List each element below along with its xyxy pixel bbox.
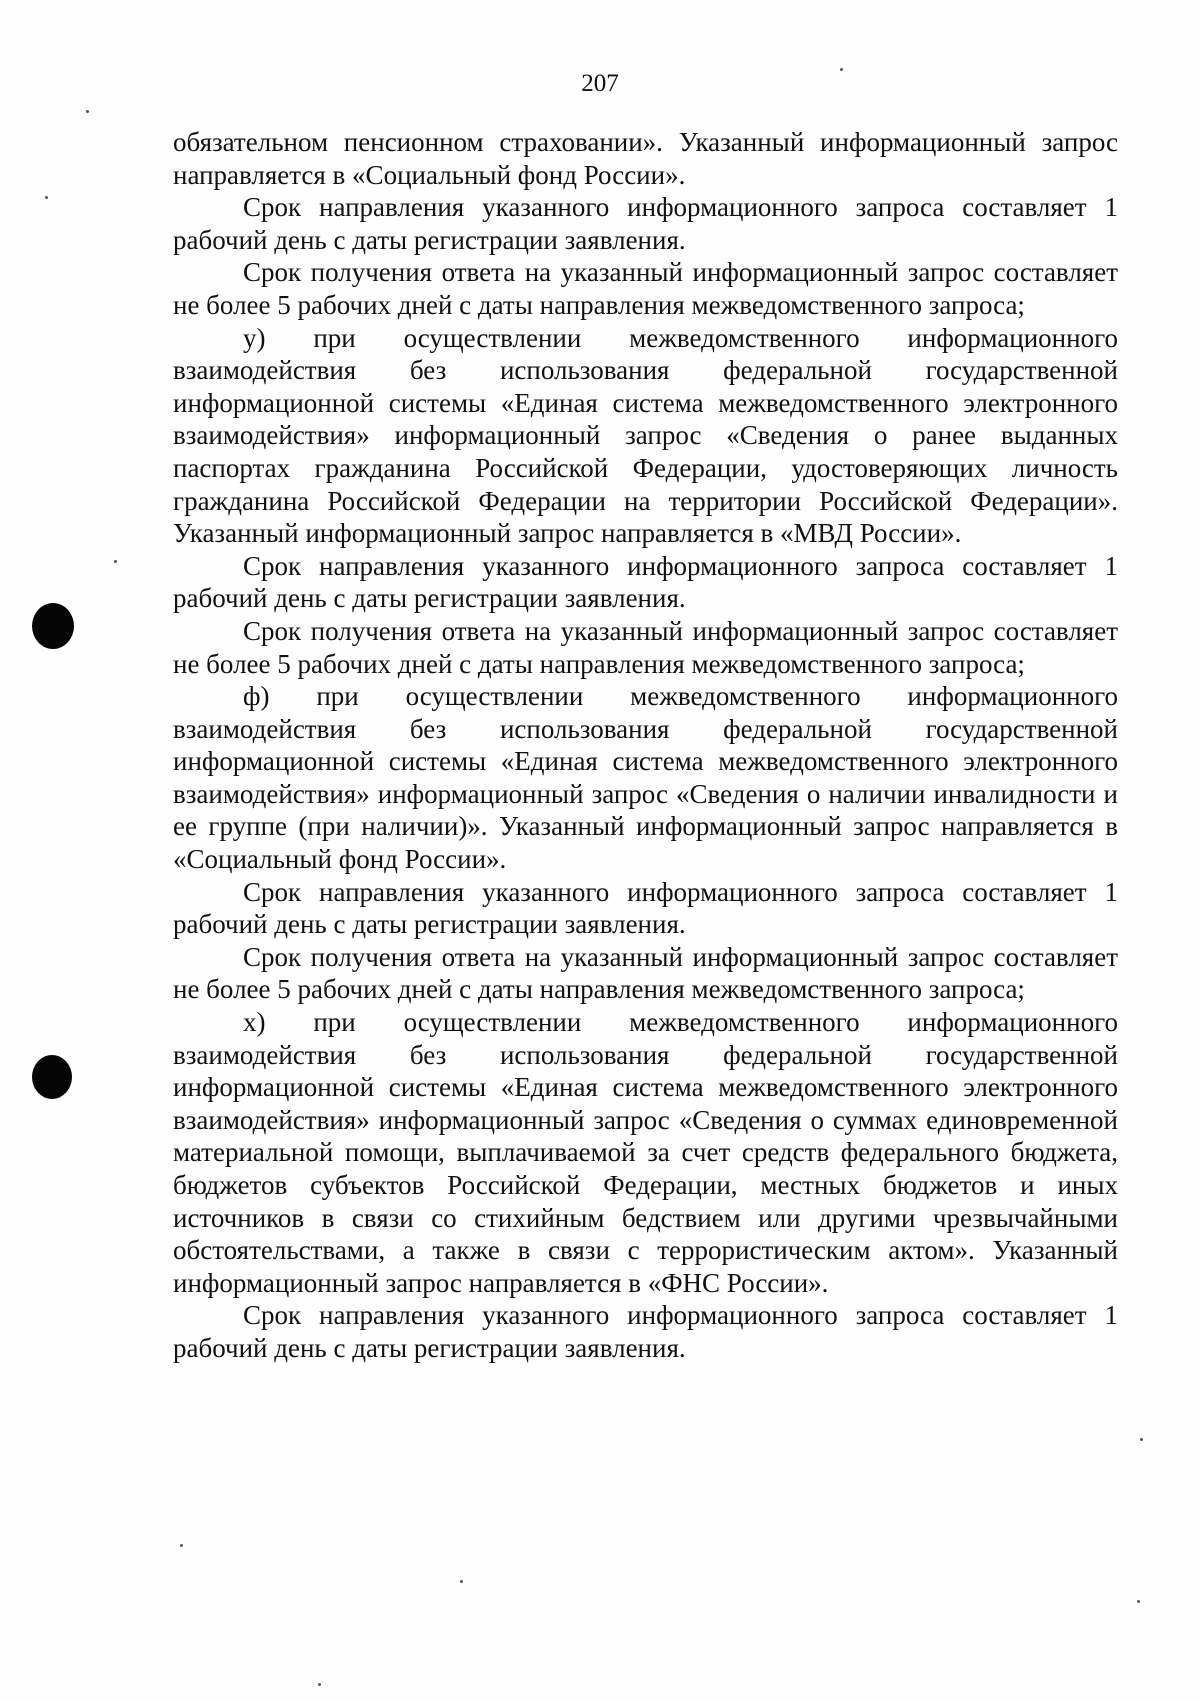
scan-speck [460, 1580, 463, 1583]
paragraph-item-f: ф) при осуществлении межведомственного информационного взаимодействия без использования федеральной государственной информационной системы «Единая система межведомственного электронного взаимодействия» информационный запрос «Сведения о наличии инвалидности и ее группе (при наличии)». Указанный информационный запрос направляется в «Социальный фонд России». [173, 681, 1118, 875]
paragraph-request-deadline: Срок направления указанного информационного запроса составляет 1 рабочий день с даты регистрации заявления. [173, 550, 1118, 614]
scan-speck [1137, 1600, 1140, 1603]
paragraph-response-deadline: Срок получения ответа на указанный информационный запрос составляет не более 5 рабочих дней с даты направления межведомственного запроса; [173, 257, 1118, 320]
scan-speck [318, 1683, 321, 1686]
scan-speck [1140, 1438, 1143, 1441]
scan-speck [86, 110, 89, 113]
paragraph-request-deadline: Срок направления указанного информационного запроса составляет 1 рабочий день с даты регистрации заявления. [173, 1300, 1118, 1363]
paragraph-request-deadline: Срок направления указанного информационного запроса составляет 1 рабочий день с даты регистрации заявления. [173, 192, 1118, 255]
scan-speck [45, 196, 48, 199]
paragraph-item-u: у) при осуществлении межведомственного информационного взаимодействия без использования федеральной государственной информационной системы «Единая система межведомственного электронного взаимодействия» информационный запрос «Сведения о ранее выданных паспортах гражданина Российской Федерации, удостоверяющих личность гражданина Российской Федерации на территории Российской Федерации». Указанный информационный запрос направляется в «МВД России». [173, 322, 1118, 549]
paragraph-continuation: обязательном пенсионном страховании». Указанный информационный запрос направляется в «Социальный фонд России». [173, 127, 1118, 190]
punch-hole [32, 1055, 72, 1099]
scan-speck [114, 560, 117, 563]
paragraph-response-deadline: Срок получения ответа на указанный информационный запрос составляет не более 5 рабочих дней с даты направления межведомственного запроса; [173, 615, 1118, 679]
scan-speck [180, 1544, 183, 1547]
page-number: 207 [581, 70, 619, 97]
paragraph-response-deadline: Срок получения ответа на указанный информационный запрос составляет не более 5 рабочих дней с даты направления межведомственного запроса; [173, 941, 1118, 1005]
paragraph-item-kh: х) при осуществлении межведомственного информационного взаимодействия без использования федеральной государственной информационной системы «Единая система межведомственного электронного взаимодействия» информационный запрос «Сведения о суммах единовременной материальной помощи, выплачиваемой за счет средств федерального бюджета, бюджетов субъектов Российской Федерации, местных бюджетов и иных источников в связи со стихийным бедствием или другими чрезвычайными обстоятельствами, а также в связи с террористическим актом». Указанный информационный запрос направляется в «ФНС России». [173, 1007, 1118, 1298]
punch-hole [32, 603, 74, 649]
paragraph-request-deadline: Срок направления указанного информационного запроса составляет 1 рабочий день с даты регистрации заявления. [173, 876, 1118, 940]
document-body [173, 126, 1118, 1365]
scan-speck [840, 68, 843, 71]
